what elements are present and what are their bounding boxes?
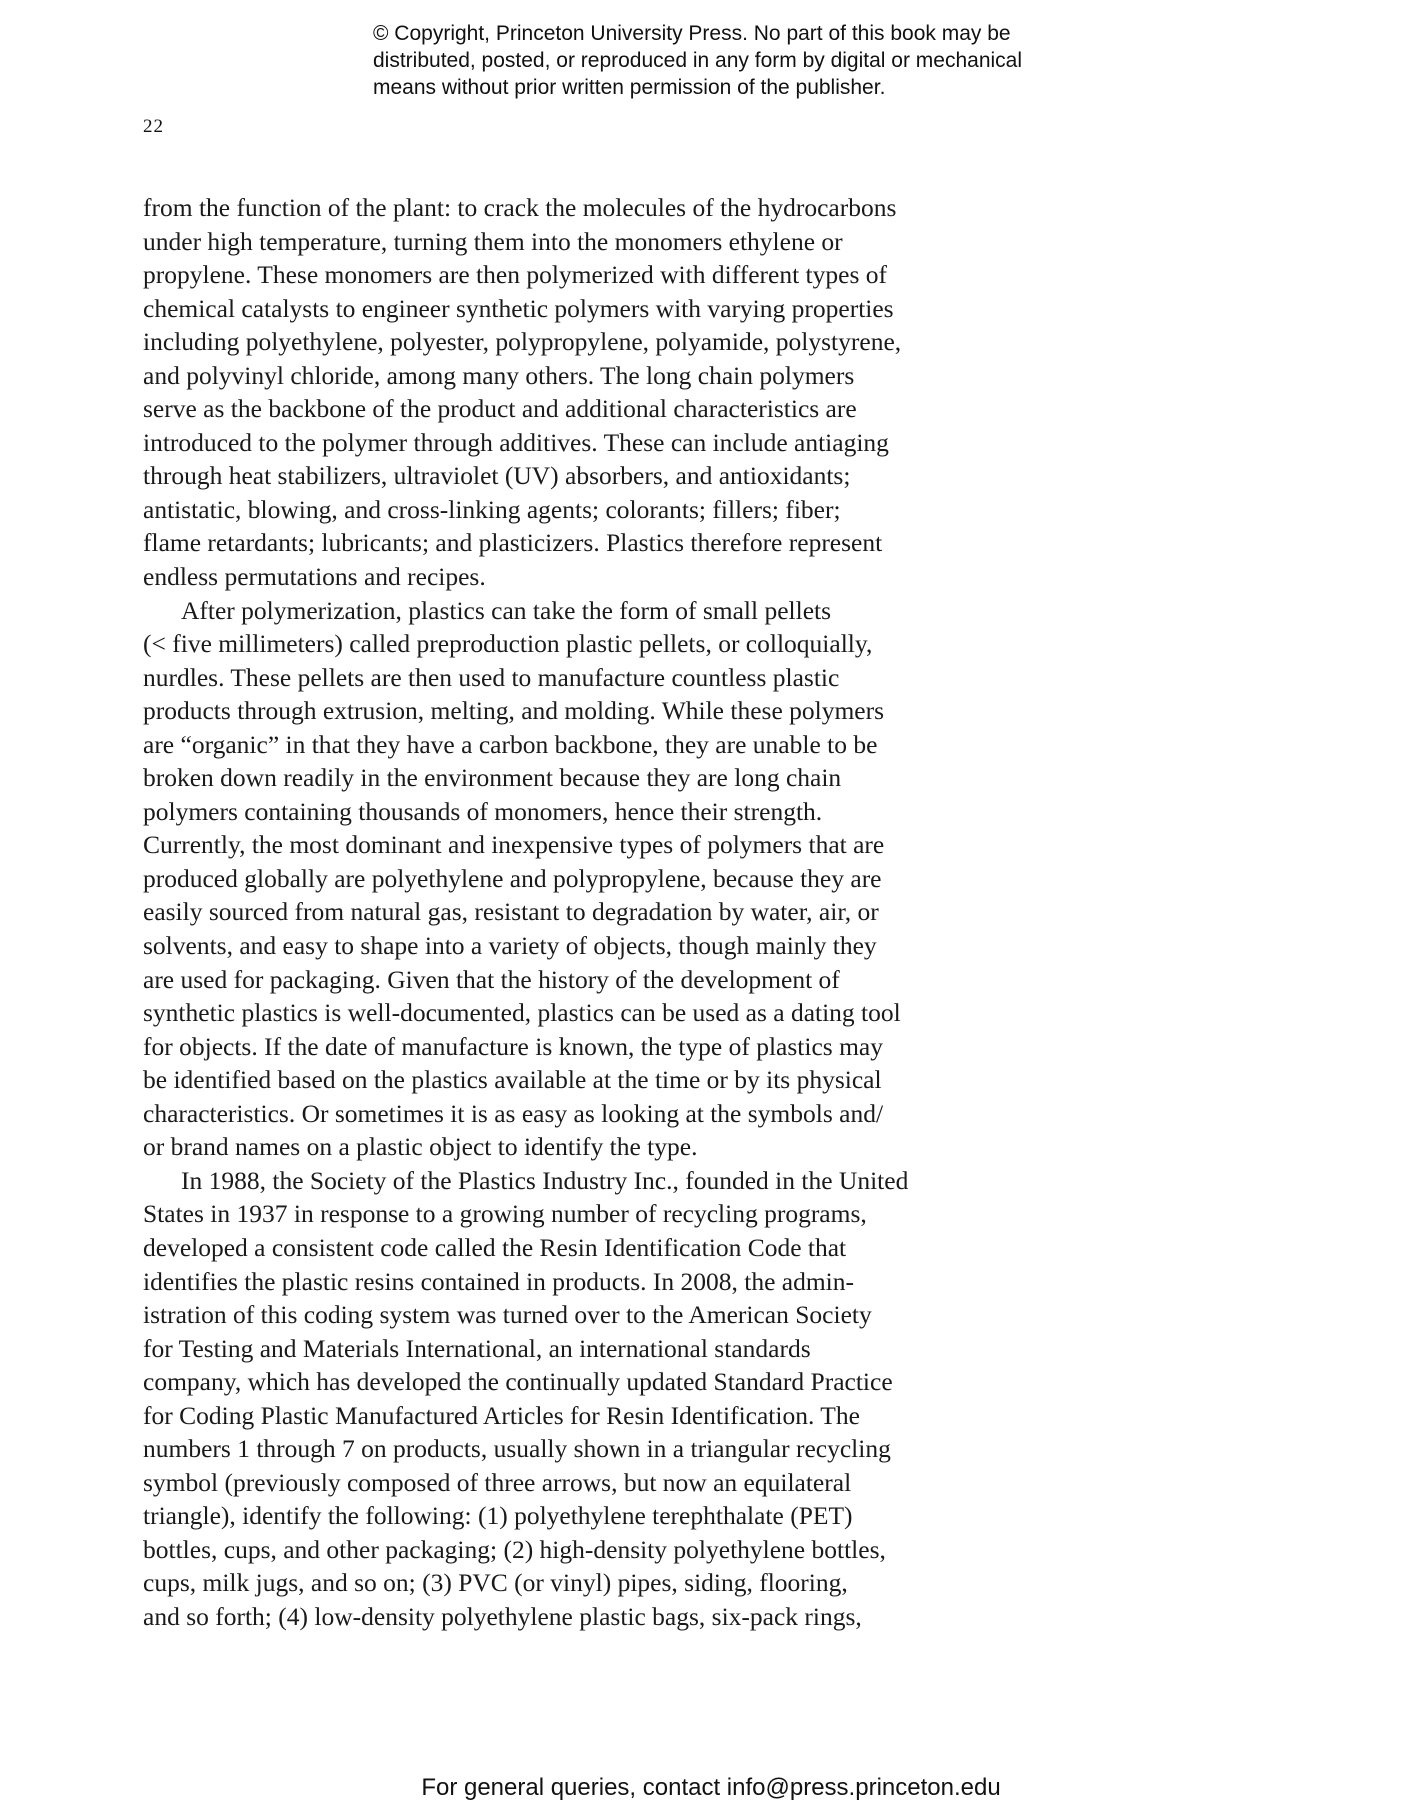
text-line: flame retardants; lubricants; and plasticizers. Plastics therefore represent (143, 528, 883, 558)
text-line: under high temperature, turning them into the monomers ethylene or (143, 226, 843, 256)
text-line: and so forth; (4) low-density polyethylene plastic bags, six-pack rings, (143, 1601, 862, 1631)
text-line: from the function of the plant: to crack the molecules of the hydrocarbons (143, 193, 897, 222)
text-line: easily sourced from natural gas, resistant to degradation by water, air, or (143, 897, 879, 927)
text-line: for Testing and Materials International, an international standards (143, 1333, 811, 1363)
text-line: Currently, the most dominant and inexpensive types of polymers that are (143, 830, 885, 860)
text-line: through heat stabilizers, ultraviolet (UV) absorbers, and antioxidants; (143, 461, 851, 491)
copyright-line: © Copyright, Princeton University Press. No part of this book may be (373, 22, 1011, 45)
text-line: In 1988, the Society of the Plastics Industry Inc., founded in the United (181, 1165, 909, 1195)
text-line: After polymerization, plastics can take the form of small pellets (181, 595, 832, 625)
text-line: or brand names on a plastic object to identify the type. (143, 1132, 698, 1162)
text-line: produced globally are polyethylene and polypropylene, because they are (143, 863, 882, 893)
text-line: serve as the backbone of the product and additional characteristics are (143, 394, 857, 424)
text-line: bottles, cups, and other packaging; (2) high-density polyethylene bottles, (143, 1534, 886, 1564)
text-line: developed a consistent code called the Resin Identification Code that (143, 1232, 847, 1262)
text-line: chemical catalysts to engineer synthetic polymers with varying properties (143, 293, 894, 323)
text-line: are used for packaging. Given that the history of the development of (143, 964, 840, 994)
text-line: numbers 1 through 7 on products, usually shown in a triangular recycling (143, 1434, 891, 1464)
footer-contact-text: For general queries, contact info@press.princeton.edu (421, 1774, 1001, 1801)
text-line: and polyvinyl chloride, among many others. The long chain polymers (143, 360, 855, 390)
text-line: characteristics. Or sometimes it is as easy as looking at the symbols and/ (143, 1098, 884, 1128)
text-line: including polyethylene, polyester, polypropylene, polyamide, polystyrene, (143, 327, 902, 357)
paragraph-2 (143, 594, 1003, 1164)
text-line: synthetic plastics is well-documented, plastics can be used as a dating tool (143, 998, 901, 1028)
text-line: are “organic” in that they have a carbon backbone, they are unable to be (143, 729, 878, 759)
text-line: identifies the plastic resins contained in products. In 2008, the admin- (143, 1266, 854, 1296)
text-line: company, which has developed the continually updated Standard Practice (143, 1367, 893, 1397)
text-line: antistatic, blowing, and cross-linking agents; colorants; fillers; fiber; (143, 494, 841, 524)
text-line: endless permutations and recipes. (143, 562, 486, 592)
text-line: propylene. These monomers are then polymerized with different types of (143, 260, 887, 290)
text-line: introduced to the polymer through additives. These can include antiaging (143, 427, 889, 457)
text-line: broken down readily in the environment because they are long chain (143, 763, 842, 793)
text-line: States in 1937 in response to a growing number of recycling programs, (143, 1199, 867, 1229)
text-line: cups, milk jugs, and so on; (3) PVC (or vinyl) pipes, siding, flooring, (143, 1568, 848, 1598)
text-line: triangle), identify the following: (1) polyethylene terephthalate (PET) (143, 1501, 853, 1531)
text-line: nurdles. These pellets are then used to manufacture countless plastic (143, 662, 840, 692)
text-line: for objects. If the date of manufacture is known, the type of plastics may (143, 1031, 883, 1061)
text-line: polymers containing thousands of monomers, hence their strength. (143, 796, 823, 826)
text-line: symbol (previously composed of three arrows, but now an equilateral (143, 1467, 852, 1497)
body-text (143, 191, 1003, 1634)
text-line: solvents, and easy to shape into a variety of objects, though mainly they (143, 931, 877, 961)
copyright-notice (373, 20, 1093, 101)
paragraph-3 (143, 1164, 1003, 1634)
text-line: products through extrusion, melting, and molding. While these polymers (143, 696, 885, 726)
text-line: for Coding Plastic Manufactured Articles for Resin Identification. The (143, 1400, 860, 1430)
copyright-line: means without prior written permission of the publisher. (373, 76, 886, 99)
text-line: (< five millimeters) called preproduction plastic pellets, or colloquially, (143, 629, 873, 659)
footer-contact (0, 1773, 1418, 1803)
copyright-line: distributed, posted, or reproduced in any form by digital or mechanical (373, 49, 1023, 72)
page-number: 22 (143, 116, 164, 137)
text-line: be identified based on the plastics available at the time or by its physical (143, 1065, 882, 1095)
text-line: istration of this coding system was turned over to the American Society (143, 1300, 872, 1330)
paragraph-1 (143, 191, 1003, 594)
